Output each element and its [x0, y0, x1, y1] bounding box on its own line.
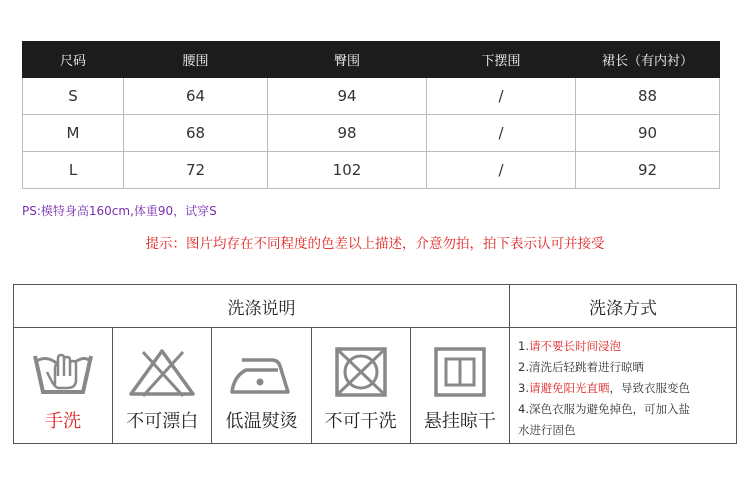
list-item: 3.请避免阳光直晒，导致衣服变色 [518, 381, 690, 395]
table-row [23, 115, 720, 152]
size-table-header-row [23, 42, 720, 78]
table-cell: 88 [576, 78, 720, 115]
list-item: 2.清洗后轻跳着进行晾晒 [518, 360, 644, 374]
care-label: 低温熨烫 [225, 411, 298, 432]
wash-method-list [510, 328, 736, 443]
care-item-low-iron [212, 328, 311, 443]
care-item-no-dry-clean [312, 328, 411, 443]
header-length: 裙长（有内衬） [576, 42, 720, 78]
table-cell: 90 [576, 115, 720, 152]
model-note: PS:模特身高160cm,体重90，试穿S [22, 204, 217, 218]
table-cell: 94 [268, 78, 427, 115]
list-item: 4.深色衣服为避免掉色，可加入盐 [518, 402, 690, 416]
table-cell: M [23, 115, 124, 152]
care-icons [14, 328, 510, 443]
washing-section [13, 284, 737, 444]
list-item: 水进行固色 [518, 423, 576, 437]
wash-instructions-title: 洗涤说明 [14, 285, 510, 328]
color-difference-tip: 提示：图片均存在不同程度的色差以上描述，介意勿拍，拍下表示认可并接受 [145, 236, 605, 252]
table-cell: / [427, 115, 576, 152]
table-cell: 92 [576, 152, 720, 189]
table-cell: 64 [124, 78, 268, 115]
hand-wash-icon [31, 346, 95, 398]
table-cell: / [427, 152, 576, 189]
no-bleach-icon [127, 346, 197, 398]
care-item-hang-dry [411, 328, 510, 443]
list-item: 1.请不要长时间浸泡 [518, 339, 621, 353]
wash-method-title: 洗涤方式 [510, 285, 736, 328]
table-cell: 72 [124, 152, 268, 189]
table-cell: S [23, 78, 124, 115]
care-item-no-bleach [113, 328, 212, 443]
table-cell: L [23, 152, 124, 189]
table-cell: 68 [124, 115, 268, 152]
header-hem: 下摆围 [427, 42, 576, 78]
header-size: 尺码 [23, 42, 124, 78]
hang-dry-icon [432, 346, 488, 398]
table-row [23, 152, 720, 189]
care-label: 不可干洗 [324, 411, 397, 432]
header-waist: 腰围 [124, 42, 268, 78]
care-label: 手洗 [45, 411, 82, 432]
care-label: 悬挂晾干 [423, 411, 496, 432]
low-iron-icon [228, 346, 294, 398]
care-item-hand-wash [14, 328, 113, 443]
table-cell: 102 [268, 152, 427, 189]
table-cell: / [427, 78, 576, 115]
table-row [23, 78, 720, 115]
no-dry-clean-icon [333, 346, 389, 398]
table-cell: 98 [268, 115, 427, 152]
care-label: 不可漂白 [126, 411, 199, 432]
header-hip: 臀围 [268, 42, 427, 78]
size-table [22, 41, 720, 189]
